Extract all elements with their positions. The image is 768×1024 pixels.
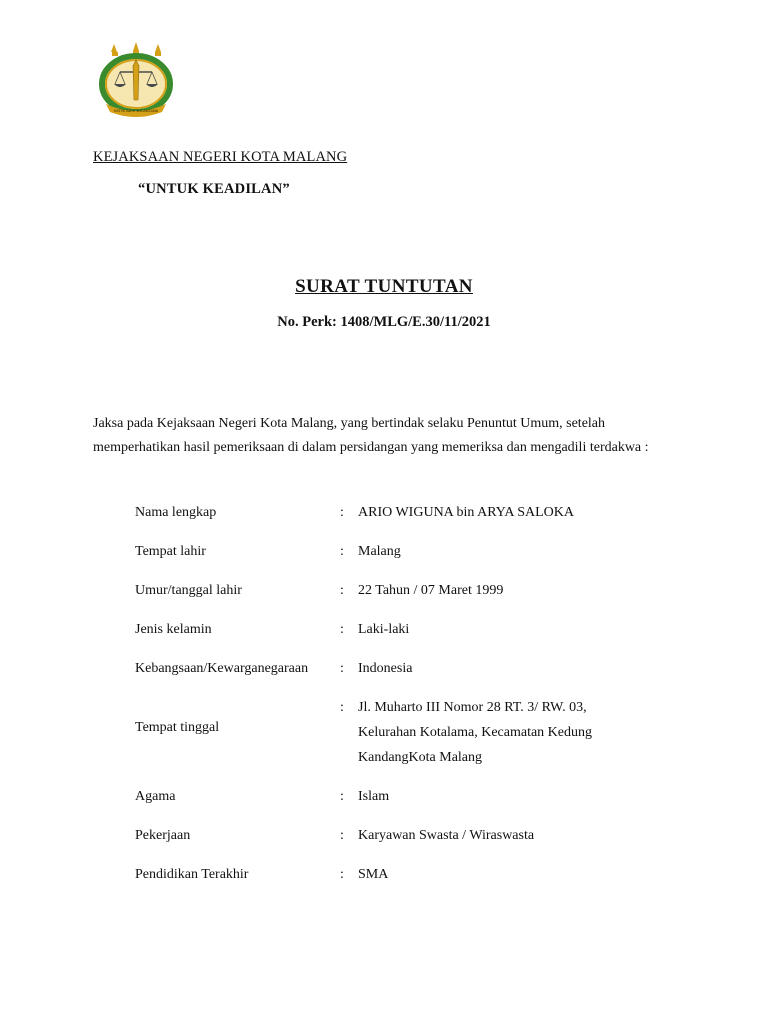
identity-row-religion	[135, 784, 655, 823]
identity-separator: :	[340, 661, 344, 676]
document-title: SURAT TUNTUTAN	[295, 276, 473, 297]
case-number: No. Perk: 1408/MLG/E.30/11/2021	[277, 314, 491, 330]
identity-separator: :	[340, 544, 344, 559]
identity-separator: :	[340, 700, 344, 715]
identity-row-age	[135, 578, 655, 617]
identity-value: Islam	[358, 789, 390, 804]
identity-row-education	[135, 862, 655, 901]
address-line: KandangKota Malang	[358, 750, 483, 765]
identity-separator: :	[340, 505, 344, 520]
identity-value: Karyawan Swasta / Wiraswasta	[358, 828, 535, 843]
identity-value: Laki-laki	[358, 622, 410, 637]
identity-separator: :	[340, 622, 344, 637]
identity-row-name	[135, 500, 655, 539]
identity-value: Malang	[358, 544, 401, 559]
identity-row-birthplace	[135, 539, 655, 578]
identity-value-address	[358, 695, 655, 770]
identity-label: Pekerjaan	[135, 828, 191, 843]
identity-label: Pendidikan Terakhir	[135, 867, 249, 882]
address-line: Kelurahan Kotalama, Kecamatan Kedung	[358, 725, 593, 740]
identity-label: Umur/tanggal lahir	[135, 583, 242, 598]
identity-separator: :	[340, 867, 344, 882]
identity-label: Tempat lahir	[135, 544, 206, 559]
identity-label: Kebangsaan/Kewarganegaraan	[135, 661, 309, 676]
identity-value: SMA	[358, 867, 389, 882]
identity-row-address	[135, 695, 655, 784]
svg-text:SATYA ADHI WICAKSANA: SATYA ADHI WICAKSANA	[113, 109, 159, 113]
identity-row-nationality	[135, 656, 655, 695]
kejaksaan-emblem-icon	[96, 42, 176, 118]
identity-row-occupation	[135, 823, 655, 862]
institution-motto: “UNTUK KEADILAN”	[138, 181, 290, 197]
identity-separator: :	[340, 828, 344, 843]
identity-label: Tempat tinggal	[135, 720, 220, 735]
identity-separator: :	[340, 789, 344, 804]
identity-row-gender	[135, 617, 655, 656]
defendant-identity	[135, 500, 655, 901]
identity-label: Nama lengkap	[135, 505, 217, 520]
address-line: Jl. Muharto III Nomor 28 RT. 3/ RW. 03,	[358, 700, 587, 715]
identity-value: ARIO WIGUNA bin ARYA SALOKA	[358, 505, 574, 520]
identity-label: Agama	[135, 789, 176, 804]
identity-label: Jenis kelamin	[135, 622, 212, 637]
intro-paragraph: Jaksa pada Kejaksaan Negeri Kota Malang, yang bertindak selaku Penuntut Umum, setelah memperhatikan hasil pemeriksaan di dalam persidangan yang memeriksa dan mengadili terdakwa :	[93, 416, 649, 455]
identity-value: 22 Tahun / 07 Maret 1999	[358, 583, 504, 598]
identity-separator: :	[340, 583, 344, 598]
institution-name: KEJAKSAAN NEGERI KOTA MALANG	[93, 149, 348, 165]
identity-value: Indonesia	[358, 661, 413, 676]
